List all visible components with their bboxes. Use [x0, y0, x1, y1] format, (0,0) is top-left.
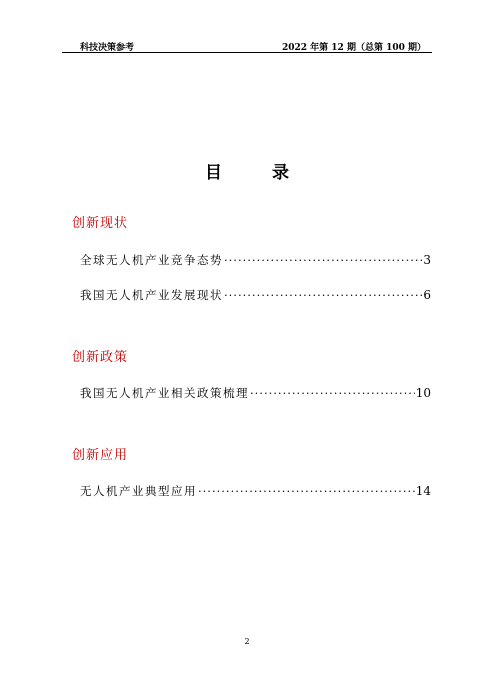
dot-leader — [250, 386, 415, 400]
page-number: 2 — [244, 637, 250, 646]
toc-entry-title: 我国无人机产业相关政策梳理 — [80, 386, 249, 400]
toc-entry-page: 6 — [423, 288, 431, 302]
dot-leader — [224, 288, 422, 302]
header-issue-info: 2022 年第 12 期（总第 100 期） — [281, 43, 426, 53]
toc-entry[interactable] — [80, 483, 431, 499]
toc-entry-page: 14 — [415, 484, 431, 498]
header-publication-name: 科技决策参考 — [80, 43, 135, 53]
toc-title: 目 录 — [205, 163, 311, 183]
toc-entry[interactable] — [80, 385, 431, 401]
toc-entry-page: 3 — [423, 253, 431, 267]
toc-entry[interactable] — [80, 252, 431, 268]
dot-leader — [224, 253, 422, 267]
toc-entry-title: 全球无人机产业竞争态势 — [80, 253, 223, 267]
toc-entry-title: 无人机产业典型应用 — [80, 484, 197, 498]
section-heading-application: 创新应用 — [72, 448, 129, 463]
dot-leader — [198, 484, 415, 498]
running-header — [62, 38, 432, 53]
toc-entry-page: 10 — [415, 386, 431, 400]
toc-entry[interactable] — [80, 287, 431, 303]
section-heading-policy: 创新政策 — [72, 350, 129, 365]
section-heading-status: 创新现状 — [72, 216, 129, 231]
toc-entry-title: 我国无人机产业发展现状 — [80, 288, 223, 302]
